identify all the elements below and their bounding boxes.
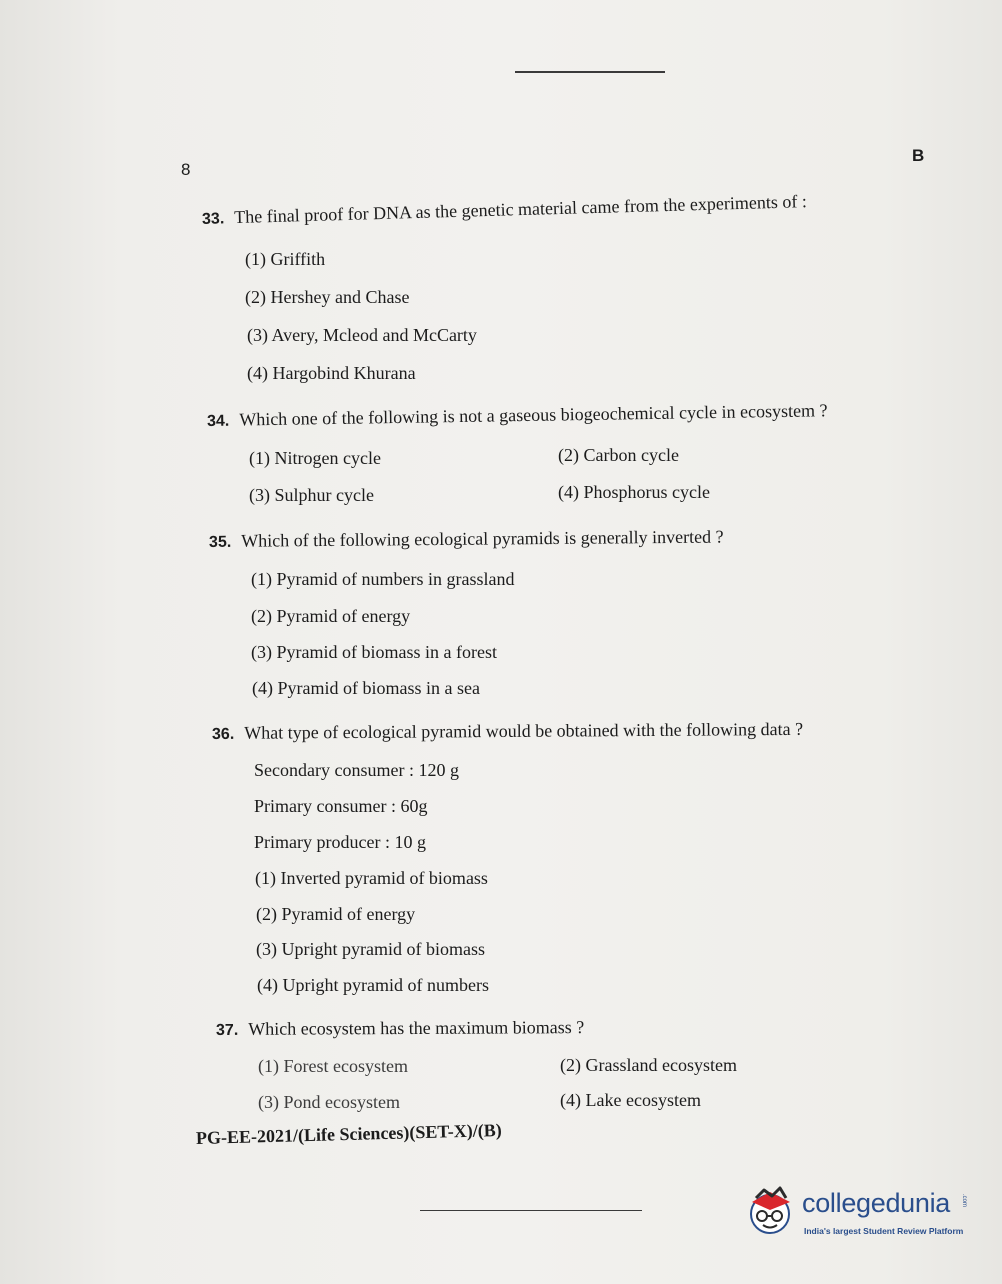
option-35-3: (3) Pyramid of biomass in a forest <box>251 642 497 662</box>
option-35-4: (4) Pyramid of biomass in a sea <box>252 678 480 698</box>
option-36-4: (4) Upright pyramid of numbers <box>257 975 489 995</box>
question-35 <box>209 527 724 552</box>
collegedunia-logo-icon <box>746 1186 796 1236</box>
option-34-2: (2) Carbon cycle <box>558 445 679 465</box>
option-37-2: (2) Grassland ecosystem <box>560 1055 737 1075</box>
option-37-1: (1) Forest ecosystem <box>258 1056 408 1076</box>
option-33-1: (1) Griffith <box>245 249 326 269</box>
option-37-3: (3) Pond ecosystem <box>258 1092 400 1112</box>
question-36 <box>212 719 803 744</box>
question-number: 34. <box>206 412 230 430</box>
top-rule <box>515 71 665 73</box>
footer-exam-code: PG-EE-2021/(Life Sciences)(SET-X)/(B) <box>195 1119 502 1148</box>
question-number: 35. <box>208 533 232 551</box>
option-35-2: (2) Pyramid of energy <box>251 606 411 626</box>
question-text: The final proof for DNA as the genetic material came from the experiments of : <box>233 191 808 228</box>
question-text: Which ecosystem has the maximum biomass ? <box>248 1017 585 1039</box>
question-37 <box>216 1017 584 1040</box>
option-33-2: (2) Hershey and Chase <box>245 287 410 307</box>
question-number: 36. <box>211 725 235 743</box>
option-36-1: (1) Inverted pyramid of biomass <box>255 868 488 888</box>
question-text: What type of ecological pyramid would be obtained with the following data ? <box>244 718 804 743</box>
option-34-3: (3) Sulphur cycle <box>249 485 374 505</box>
question-34 <box>207 400 828 431</box>
collegedunia-tagline: India's largest Student Review Platform <box>804 1226 964 1236</box>
question-text: Which one of the following is not a gaseous biogeochemical cycle in ecosystem ? <box>239 400 828 430</box>
option-34-4: (4) Phosphorus cycle <box>558 482 710 502</box>
question-33 <box>202 191 807 229</box>
data-line-secondary-consumer: Secondary consumer : 120 g <box>254 760 459 780</box>
question-text: Which of the following ecological pyramids is generally inverted ? <box>241 526 724 551</box>
option-36-2: (2) Pyramid of energy <box>256 904 416 924</box>
option-34-1: (1) Nitrogen cycle <box>249 448 381 468</box>
set-code: B <box>912 146 925 165</box>
collegedunia-domain: .com <box>961 1194 967 1208</box>
option-37-4: (4) Lake ecosystem <box>560 1090 701 1110</box>
option-33-4: (4) Hargobind Khurana <box>247 363 416 383</box>
collegedunia-brand-text: collegedunia <box>802 1188 951 1218</box>
option-33-3: (3) Avery, Mcleod and McCarty <box>247 325 477 345</box>
data-line-primary-producer: Primary producer : 10 g <box>254 832 426 852</box>
page-number: 8 <box>181 160 191 179</box>
option-35-1: (1) Pyramid of numbers in grassland <box>251 569 515 589</box>
collegedunia-watermark <box>746 1182 976 1242</box>
data-line-primary-consumer: Primary consumer : 60g <box>254 796 428 816</box>
question-number: 37. <box>215 1021 239 1039</box>
bottom-rule <box>420 1210 642 1211</box>
option-36-3: (3) Upright pyramid of biomass <box>256 939 485 959</box>
question-number: 33. <box>201 210 225 228</box>
